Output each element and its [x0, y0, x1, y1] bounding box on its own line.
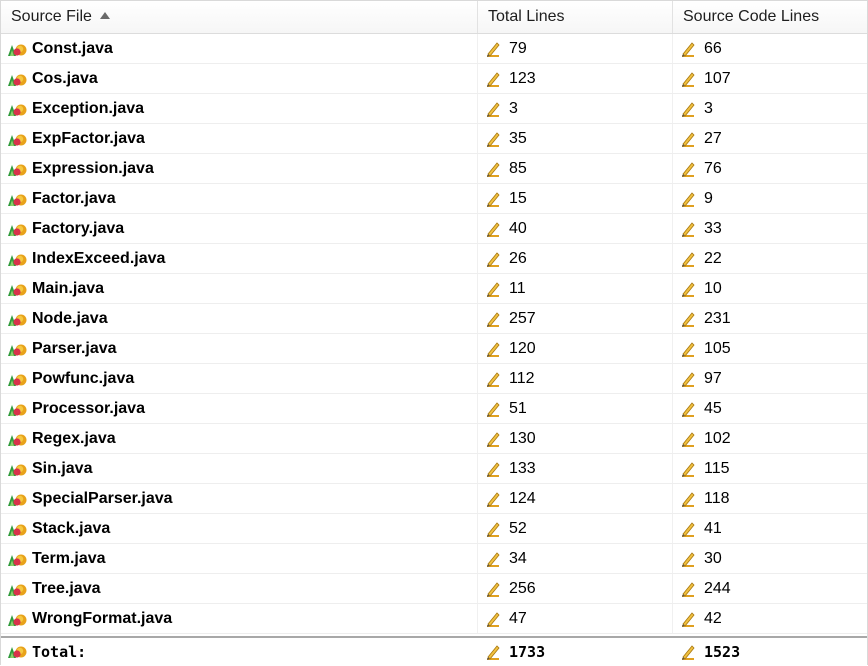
pencil-ruler-icon	[485, 370, 501, 388]
java-class-file-icon	[7, 281, 27, 297]
table-row[interactable]	[1, 304, 867, 334]
pencil-ruler-icon	[680, 370, 696, 388]
source-code-lines-value: 45	[704, 400, 722, 417]
total-lines-value: 133	[509, 460, 536, 477]
pencil-ruler-icon	[680, 550, 696, 568]
table-row[interactable]	[1, 424, 867, 454]
pencil-ruler-icon	[680, 643, 696, 661]
source-code-lines-value: 41	[704, 520, 722, 537]
total-lines-cell	[478, 274, 672, 304]
source-code-lines-value: 42	[704, 610, 722, 627]
java-class-file-icon	[7, 131, 27, 147]
pencil-ruler-icon	[485, 430, 501, 448]
table-row[interactable]	[1, 184, 867, 214]
source-file-cell	[1, 424, 477, 454]
java-class-file-icon	[7, 521, 27, 537]
column-header-source-code-lines[interactable]	[673, 1, 867, 33]
java-class-file-icon	[7, 311, 27, 327]
total-lines-value: 130	[509, 430, 536, 447]
pencil-ruler-icon	[485, 610, 501, 628]
table-row[interactable]	[1, 214, 867, 244]
total-lines-cell	[478, 544, 672, 574]
source-file-name: SpecialParser.java	[32, 490, 173, 507]
total-lines-value: 35	[509, 130, 527, 147]
source-code-lines-cell	[673, 274, 867, 304]
total-lines-value: 257	[509, 310, 536, 327]
pencil-ruler-icon	[680, 460, 696, 478]
table-row[interactable]	[1, 94, 867, 124]
source-file-cell	[1, 514, 477, 544]
pencil-ruler-icon	[680, 100, 696, 118]
source-file-cell	[1, 94, 477, 124]
table-row[interactable]	[1, 154, 867, 184]
pencil-ruler-icon	[680, 340, 696, 358]
source-file-name: ExpFactor.java	[32, 130, 145, 147]
java-class-file-icon	[7, 611, 27, 627]
total-lines-cell	[478, 454, 672, 484]
total-label-cell	[1, 638, 477, 666]
source-file-name: Tree.java	[32, 580, 101, 597]
total-lines-value: 34	[509, 550, 527, 567]
java-class-file-icon	[7, 491, 27, 507]
source-file-cell	[1, 154, 477, 184]
source-code-lines-cell	[673, 484, 867, 514]
total-lines-cell	[478, 394, 672, 424]
total-lines-value: 79	[509, 40, 527, 57]
pencil-ruler-icon	[485, 130, 501, 148]
total-lines-cell	[478, 244, 672, 274]
source-code-lines-value: 33	[704, 220, 722, 237]
source-code-lines-value: 118	[704, 490, 730, 507]
table-row[interactable]	[1, 244, 867, 274]
source-code-lines-cell	[673, 604, 867, 634]
column-header-source-file-label: Source File	[11, 8, 92, 25]
pencil-ruler-icon	[485, 190, 501, 208]
source-file-name: Node.java	[32, 310, 108, 327]
source-file-cell	[1, 244, 477, 274]
total-lines-cell	[478, 364, 672, 394]
pencil-ruler-icon	[485, 160, 501, 178]
java-class-file-icon	[7, 341, 27, 357]
source-file-name: Expression.java	[32, 160, 154, 177]
source-file-name: Parser.java	[32, 340, 117, 357]
source-code-lines-value: 102	[704, 430, 731, 447]
source-file-cell	[1, 34, 477, 64]
total-row	[1, 636, 867, 666]
table-row[interactable]	[1, 34, 867, 64]
table-row[interactable]	[1, 514, 867, 544]
pencil-ruler-icon	[485, 400, 501, 418]
source-file-cell	[1, 364, 477, 394]
java-class-file-icon	[7, 371, 27, 387]
total-label: Total:	[32, 643, 87, 661]
source-file-cell	[1, 544, 477, 574]
source-code-lines-cell	[673, 424, 867, 454]
pencil-ruler-icon	[485, 520, 501, 538]
source-code-lines-value: 3	[704, 100, 713, 117]
column-header-total-lines[interactable]	[478, 1, 672, 33]
java-class-file-icon	[7, 431, 27, 447]
column-header-source-code-lines-label: Source Code Lines	[683, 8, 820, 25]
total-lines-cell	[478, 304, 672, 334]
source-code-lines-cell	[673, 514, 867, 544]
source-code-lines-cell	[673, 364, 867, 394]
source-code-lines-value: 66	[704, 40, 722, 57]
source-file-name: Processor.java	[32, 400, 145, 417]
total-lines-value: 40	[509, 220, 527, 237]
total-lines-value: 112	[509, 370, 535, 387]
source-file-cell	[1, 184, 477, 214]
source-file-name: Cos.java	[32, 70, 98, 87]
pencil-ruler-icon	[485, 250, 501, 268]
source-file-cell	[1, 454, 477, 484]
source-file-cell	[1, 484, 477, 514]
source-code-lines-cell	[673, 244, 867, 274]
source-file-cell	[1, 334, 477, 364]
total-lines-value: 47	[509, 610, 527, 627]
table-row[interactable]	[1, 364, 867, 394]
table-row[interactable]	[1, 334, 867, 364]
source-code-lines-cell	[673, 34, 867, 64]
source-code-lines-value: 105	[704, 340, 731, 357]
table-row[interactable]	[1, 454, 867, 484]
table-row[interactable]	[1, 544, 867, 574]
total-lines-value: 120	[509, 340, 536, 357]
total-lines-cell	[478, 484, 672, 514]
source-code-lines-value: 27	[704, 130, 722, 147]
table-row[interactable]	[1, 64, 867, 94]
total-lines-cell	[478, 124, 672, 154]
total-lines-cell	[478, 94, 672, 124]
pencil-ruler-icon	[485, 310, 501, 328]
pencil-ruler-icon	[485, 40, 501, 58]
column-header-source-file[interactable]	[1, 1, 477, 33]
column-header-total-lines-label: Total Lines	[488, 8, 565, 25]
total-lines-cell	[478, 424, 672, 454]
source-code-lines-cell	[673, 304, 867, 334]
java-class-file-icon	[7, 581, 27, 597]
pencil-ruler-icon	[680, 40, 696, 58]
source-file-cell	[1, 274, 477, 304]
source-code-lines-cell	[673, 454, 867, 484]
source-file-name: Factory.java	[32, 220, 125, 237]
source-file-name: WrongFormat.java	[32, 610, 173, 627]
table-row[interactable]	[1, 574, 867, 604]
source-code-lines-cell	[673, 94, 867, 124]
pencil-ruler-icon	[680, 190, 696, 208]
total-lines-cell	[478, 334, 672, 364]
source-file-name: Regex.java	[32, 430, 116, 447]
source-file-name: Main.java	[32, 280, 105, 297]
pencil-ruler-icon	[680, 610, 696, 628]
pencil-ruler-icon	[485, 220, 501, 238]
pencil-ruler-icon	[485, 460, 501, 478]
pencil-ruler-icon	[680, 280, 696, 298]
total-lines-cell	[478, 64, 672, 94]
source-code-lines-cell	[673, 574, 867, 604]
total-lines-value: 85	[509, 160, 527, 177]
source-file-cell	[1, 214, 477, 244]
total-lines-value: 256	[509, 580, 536, 597]
source-code-lines-value: 76	[704, 160, 722, 177]
java-class-file-icon	[7, 461, 27, 477]
total-lines-cell	[478, 34, 672, 64]
java-class-file-icon	[7, 101, 27, 117]
source-code-lines-cell	[673, 394, 867, 424]
pencil-ruler-icon	[485, 643, 501, 661]
total-lines-cell	[478, 574, 672, 604]
total-lines-value: 26	[509, 250, 527, 267]
total-lines-cell	[478, 184, 672, 214]
source-code-lines-cell	[673, 64, 867, 94]
source-code-lines-value: 30	[704, 550, 722, 567]
pencil-ruler-icon	[680, 130, 696, 148]
source-code-lines-value: 9	[704, 190, 713, 207]
source-code-lines-cell	[673, 334, 867, 364]
pencil-ruler-icon	[485, 580, 501, 598]
java-class-file-icon	[7, 191, 27, 207]
source-file-cell	[1, 604, 477, 634]
pencil-ruler-icon	[485, 100, 501, 118]
total-lines-value: 51	[509, 400, 527, 417]
java-class-file-icon	[7, 71, 27, 87]
total-lines-value: 52	[509, 520, 527, 537]
pencil-ruler-icon	[680, 490, 696, 508]
pencil-ruler-icon	[680, 220, 696, 238]
java-class-file-icon	[7, 251, 27, 267]
source-file-cell	[1, 394, 477, 424]
source-file-name: Stack.java	[32, 520, 111, 537]
total-lines-value: 3	[509, 100, 518, 117]
table-row[interactable]	[1, 124, 867, 154]
total-lines-cell	[478, 214, 672, 244]
source-code-lines-cell	[673, 154, 867, 184]
source-file-name: Exception.java	[32, 100, 145, 117]
pencil-ruler-icon	[485, 340, 501, 358]
source-code-lines-cell	[673, 184, 867, 214]
source-file-name: Factor.java	[32, 190, 116, 207]
pencil-ruler-icon	[680, 580, 696, 598]
source-code-lines-cell	[673, 214, 867, 244]
table-row[interactable]	[1, 274, 867, 304]
java-class-file-icon	[7, 161, 27, 177]
pencil-ruler-icon	[485, 70, 501, 88]
source-file-name: Term.java	[32, 550, 106, 567]
source-file-cell	[1, 64, 477, 94]
source-code-lines-value: 115	[704, 460, 730, 477]
total-lines-value: 123	[509, 70, 536, 87]
total-lines-cell	[478, 514, 672, 544]
pencil-ruler-icon	[680, 250, 696, 268]
pencil-ruler-icon	[485, 550, 501, 568]
source-file-name: Powfunc.java	[32, 370, 135, 387]
table-row[interactable]	[1, 484, 867, 514]
total-lines-total-value: 1733	[509, 643, 546, 661]
total-lines-cell	[478, 154, 672, 184]
source-file-name: IndexExceed.java	[32, 250, 166, 267]
source-code-lines-value: 244	[704, 580, 731, 597]
java-class-file-icon	[7, 401, 27, 417]
pencil-ruler-icon	[680, 70, 696, 88]
source-code-lines-value: 97	[704, 370, 722, 387]
total-lines-value: 11	[509, 280, 526, 297]
source-code-lines-value: 10	[704, 280, 722, 297]
sort-ascending-icon	[100, 12, 110, 19]
source-code-lines-value: 231	[704, 310, 731, 327]
source-code-lines-total-value: 1523	[704, 643, 741, 661]
source-file-name: Const.java	[32, 40, 113, 57]
java-class-file-icon	[7, 643, 27, 659]
pencil-ruler-icon	[485, 280, 501, 298]
pencil-ruler-icon	[485, 490, 501, 508]
source-code-lines-value: 22	[704, 250, 722, 267]
table-row[interactable]	[1, 604, 867, 634]
total-lines-total-cell	[478, 638, 672, 666]
java-class-file-icon	[7, 41, 27, 57]
total-lines-cell	[478, 604, 672, 634]
source-code-lines-total-cell	[673, 638, 867, 666]
source-file-cell	[1, 304, 477, 334]
pencil-ruler-icon	[680, 310, 696, 328]
table-header	[1, 1, 867, 34]
pencil-ruler-icon	[680, 520, 696, 538]
source-code-lines-cell	[673, 544, 867, 574]
table-row[interactable]	[1, 394, 867, 424]
pencil-ruler-icon	[680, 160, 696, 178]
pencil-ruler-icon	[680, 400, 696, 418]
java-class-file-icon	[7, 551, 27, 567]
pencil-ruler-icon	[680, 430, 696, 448]
source-file-name: Sin.java	[32, 460, 93, 477]
java-class-file-icon	[7, 221, 27, 237]
total-lines-value: 124	[509, 490, 536, 507]
source-code-lines-value: 107	[704, 70, 731, 87]
total-lines-value: 15	[509, 190, 527, 207]
source-file-cell	[1, 124, 477, 154]
source-file-cell	[1, 574, 477, 604]
source-code-lines-cell	[673, 124, 867, 154]
